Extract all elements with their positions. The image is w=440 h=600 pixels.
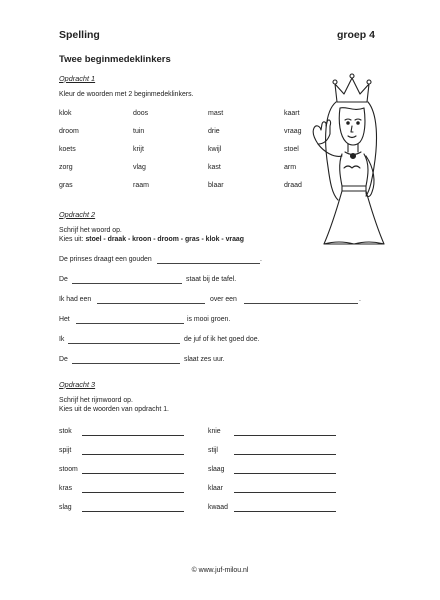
word-cell[interactable]: zorg [59,164,73,171]
sentence-text: de juf of ik het goed doe. [184,336,260,343]
answer-line[interactable] [82,492,184,493]
sentence-text: is mooi groen. [187,316,231,323]
word-cell[interactable]: tuin [133,128,145,135]
choose-label: Kies uit: [59,236,84,243]
answer-line[interactable] [82,473,184,474]
word-cell[interactable]: draad [284,182,302,189]
princess-illustration [302,72,402,248]
sentence-text: De [59,356,68,363]
word-cell[interactable]: koets [59,146,76,153]
answer-line[interactable] [234,492,336,493]
answer-line[interactable] [234,473,336,474]
footer-credit: © www.juf-milou.nl [191,567,249,574]
word-cell[interactable]: stoel [284,146,299,153]
subject-label: Spelling [59,29,100,41]
word-cell[interactable]: vlag [133,164,146,171]
word-cell[interactable]: kaart [284,110,300,117]
rhyme-word: klaar [208,485,223,492]
sentence-text: De [59,276,68,283]
sentence-text: Ik had een [59,296,92,303]
sentence-text: Het [59,316,70,323]
word-cell[interactable]: gras [59,182,73,189]
word-cell[interactable]: doos [133,110,149,117]
answer-line[interactable] [234,454,336,455]
ex3-instruction: Kies uit de woorden van opdracht 1. [59,406,169,413]
sentence-text: De prinses draagt een gouden [59,256,152,263]
ex2-heading: Opdracht 2 [59,210,96,219]
answer-line[interactable] [234,511,336,512]
word-cell[interactable]: raam [133,182,149,189]
ex3-heading: Opdracht 3 [59,380,96,389]
word-cell[interactable]: kwijl [208,146,222,153]
rhyme-word: spijt [59,447,72,454]
word-cell[interactable]: vraag [284,128,302,135]
sentence-text: . [260,256,262,263]
rhyme-word: stok [59,428,72,435]
rhyme-word: slag [59,504,72,511]
answer-line[interactable] [97,303,205,304]
word-cell[interactable]: arm [284,164,297,171]
answer-line[interactable] [82,511,184,512]
sentence-text: slaat zes uur. [184,356,225,363]
word-cell[interactable]: blaar [208,182,224,189]
rhyme-word: stoom [59,466,78,473]
answer-line[interactable] [244,303,358,304]
answer-line[interactable] [234,435,336,436]
ex2-choose-row [59,236,244,243]
ex1-heading: Opdracht 1 [59,74,96,83]
word-cell[interactable]: droom [59,128,79,135]
ex1-instruction: Kleur de woorden met 2 beginmedeklinkers. [59,91,194,98]
word-cell[interactable]: mast [208,110,224,117]
answer-line[interactable] [82,435,184,436]
word-cell[interactable]: klok [59,110,72,117]
sentence-text: staat bij de tafel. [186,276,237,283]
sentence-text: . [359,296,361,303]
rhyme-word: stijl [208,447,218,454]
choose-words: stoel - draak - kroon - droom - gras - klok - vraag [85,236,244,243]
answer-line[interactable] [68,343,180,344]
answer-line[interactable] [157,263,260,264]
answer-line[interactable] [72,283,182,284]
page-title: Twee beginmedeklinkers [59,54,171,65]
rhyme-word: kras [59,485,73,492]
rhyme-word: kwaad [208,504,228,511]
answer-line[interactable] [72,363,180,364]
rhyme-word: knie [208,428,221,435]
group-label: groep 4 [337,29,375,41]
answer-line[interactable] [76,323,184,324]
rhyme-word: slaag [208,466,225,473]
answer-line[interactable] [82,454,184,455]
ex2-instruction: Schrijf het woord op. [59,227,122,234]
sentence-text: over een [210,296,237,303]
word-cell[interactable]: krijt [133,146,144,153]
word-cell[interactable]: drie [208,128,220,135]
sentence-text: Ik [59,336,65,343]
word-cell[interactable]: kast [208,164,221,171]
ex3-instruction: Schrijf het rijmwoord op. [59,397,133,404]
